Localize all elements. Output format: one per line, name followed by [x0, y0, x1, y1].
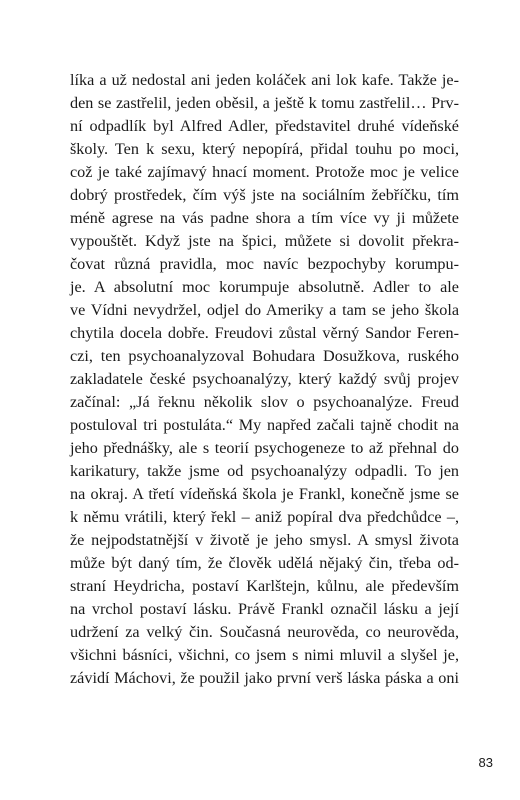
text-line: zakladatele české psychoanalýzy, který každý svůj projev: [70, 370, 459, 388]
text-line: k němu vrátili, který řekl – aniž popíral dva předchůdce –,: [70, 508, 459, 526]
text-line: je. A absolutní moc korumpuje absolutně. Adler to ale: [70, 278, 459, 296]
text-line: dobrý prostředek, čím výš jste na sociálním žebříčku, tím: [70, 186, 459, 204]
text-line: na vrchol postaví lásku. Právě Frankl označil lásku a její: [70, 600, 459, 618]
text-line: méně agrese na vás padne shora a tím více vy ji můžete: [70, 209, 459, 227]
text-line: jeho přednášky, ale s teorií psychogeneze to až přehnal do: [70, 439, 459, 457]
text-line: karikatury, takže jsme od psychoanalýzy odpadli. To jen: [70, 462, 459, 480]
text-line: ní odpadlík byl Alfred Adler, představitel druhé vídeňské: [70, 117, 459, 135]
text-line: začínal: „Já řeknu několik slov o psychoanalýze. Freud: [70, 393, 459, 411]
body-text: [70, 69, 459, 690]
text-line: závidí Máchovi, že použil jako první verš láska páska a oni: [70, 669, 459, 687]
text-line: udržení za velký čin. Současná neurověda, co neurověda,: [70, 623, 459, 641]
text-line: může být daný tím, že člověk udělá nějaký čin, třeba od-: [70, 554, 459, 572]
page-number: 83: [478, 755, 493, 770]
text-line: chytila docela dobře. Freudovi zůstal věrný Sandor Feren-: [70, 324, 459, 342]
text-line: líka a už nedostal ani jeden koláček ani lok kafe. Takže je-: [70, 71, 459, 89]
text-line: školy. Ten k sexu, který nepopírá, přidal touhu po moci,: [70, 140, 459, 158]
text-line: czi, ten psychoanalyzoval Bohudara Dosužkova, ruského: [70, 347, 459, 365]
text-line: vypouštět. Když jste na špici, můžete si dovolit překra-: [70, 232, 459, 250]
text-line: den se zastřelil, jeden oběsil, a ještě k tomu zastřelil… Prv-: [70, 94, 459, 112]
text-line: že nejpodstatnější v životě je jeho smysl. A smysl života: [70, 531, 459, 549]
text-line: čovat různá pravidla, moc navíc bezpochyby korumpu-: [70, 255, 459, 273]
text-line: ve Vídni nevydržel, odjel do Ameriky a tam se jeho škola: [70, 301, 459, 319]
text-line: straní Heydricha, postaví Karlštejn, kůlnu, ale především: [70, 577, 459, 595]
text-line: což je také zajímavý hnací moment. Protože moc je velice: [70, 163, 459, 181]
text-line: na okraj. A třetí vídeňská škola je Frankl, konečně jsme se: [70, 485, 459, 503]
text-line: všichni básníci, všichni, co jsem s nimi mluvil a slyšel je,: [70, 646, 459, 664]
text-line: postuloval tri postuláta.“ My napřed začali tajně chodit na: [70, 416, 459, 434]
